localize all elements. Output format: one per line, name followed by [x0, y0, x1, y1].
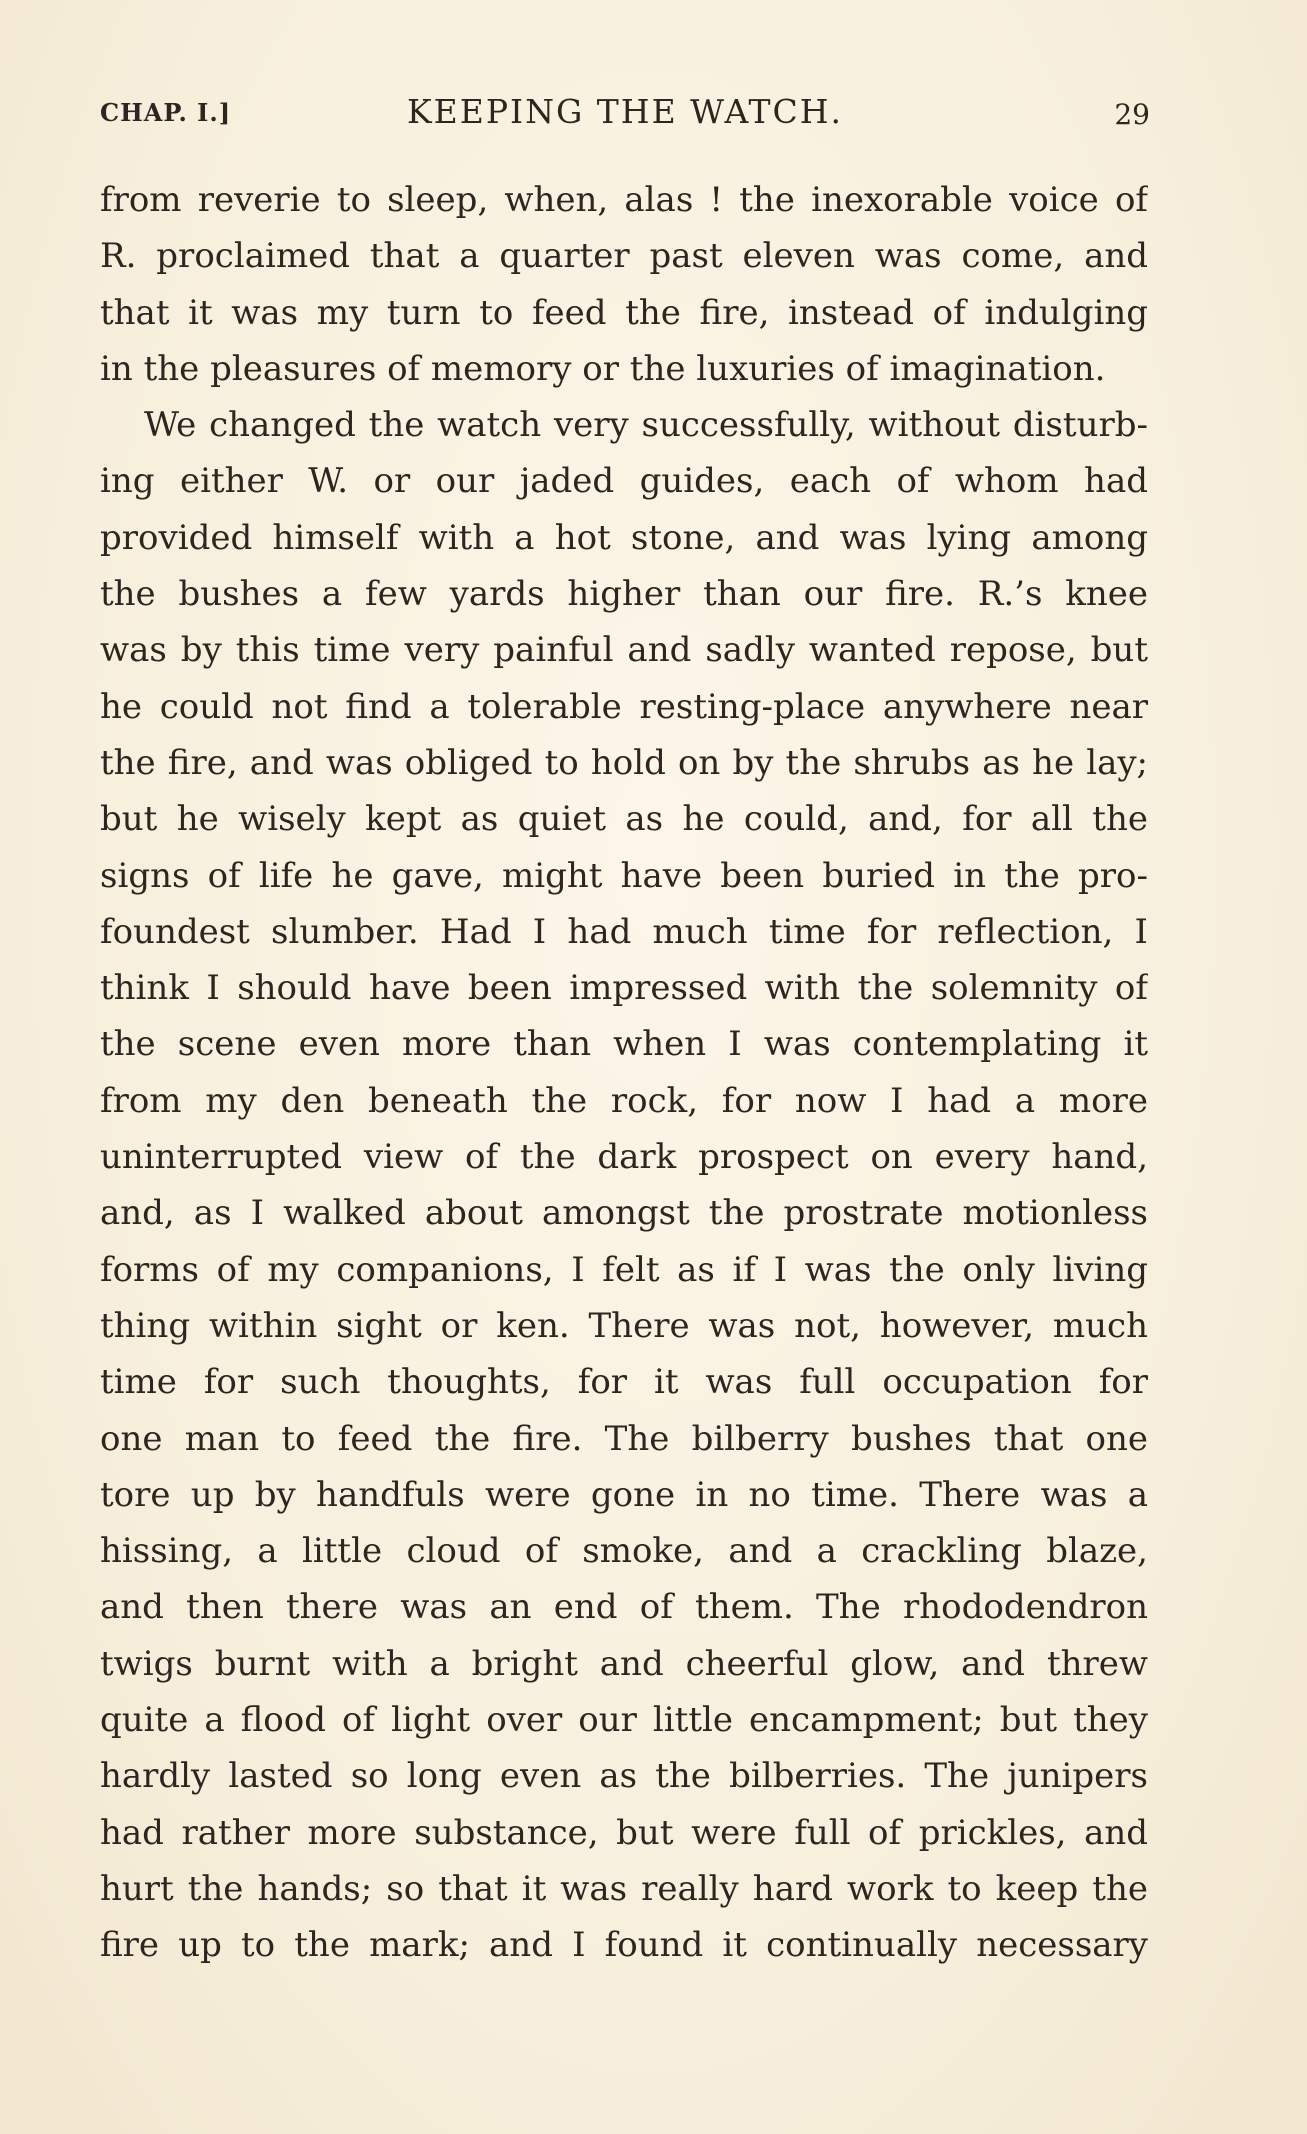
text-line: twigs burnt with a bright and cheerful glow, and threw	[100, 1643, 1148, 1684]
body-text	[100, 172, 1148, 1974]
text-line: and, as I walked about amongst the prostrate motionless	[100, 1193, 1148, 1234]
text-line: from my den beneath the rock, for now I had a more	[100, 1080, 1148, 1121]
text-line: but he wisely kept as quiet as he could, and, for all the	[100, 799, 1148, 840]
text-line: signs of life he gave, might have been buried in the pro-	[100, 855, 1148, 896]
text-line: one man to feed the fire. The bilberry bushes that one	[100, 1418, 1148, 1459]
text-line: was by this time very painful and sadly wanted repose, but	[100, 630, 1148, 671]
text-line: that it was my turn to feed the fire, instead of indulging	[100, 292, 1148, 333]
text-line: he could not find a tolerable resting-place anywhere near	[100, 686, 1148, 727]
text-line: uninterrupted view of the dark prospect on every hand,	[100, 1137, 1148, 1178]
text-line: time for such thoughts, for it was full occupation for	[100, 1362, 1148, 1403]
text-line: tore up by handfuls were gone in no time. There was a	[100, 1474, 1148, 1515]
text-line: had rather more substance, but were full of prickles, and	[100, 1812, 1148, 1853]
page-number: 29	[1114, 98, 1150, 131]
text-line: forms of my companions, I felt as if I was the only living	[100, 1249, 1148, 1290]
text-line: quite a flood of light over our little encampment; but they	[100, 1700, 1148, 1741]
text-line: the fire, and was obliged to hold on by the shrubs as he lay;	[100, 742, 1148, 783]
paragraph-start-line: We changed the watch very successfully, without disturb-	[144, 405, 1148, 446]
text-line: hardly lasted so long even as the bilberries. The junipers	[100, 1756, 1148, 1797]
text-line: the bushes a few yards higher than our fire. R.’s knee	[100, 574, 1148, 615]
text-line: and then there was an end of them. The rhododendron	[100, 1587, 1148, 1628]
running-header	[100, 92, 1150, 132]
text-line: from reverie to sleep, when, alas ! the inexorable voice of	[100, 180, 1148, 220]
text-line: the scene even more than when I was contemplating it	[100, 1024, 1148, 1065]
text-line: fire up to the mark; and I found it continually necessary	[100, 1925, 1148, 1966]
text-line: in the pleasures of memory or the luxuries of imagination.	[100, 348, 1106, 389]
text-line: ing either W. or our jaded guides, each of whom had	[100, 461, 1148, 502]
chapter-label: CHAP. I.]	[100, 98, 232, 127]
running-title: KEEPING THE WATCH.	[407, 92, 843, 131]
text-line: R. proclaimed that a quarter past eleven was come, and	[100, 236, 1148, 277]
text-line: provided himself with a hot stone, and was lying among	[100, 517, 1148, 558]
text-line: think I should have been impressed with the solemnity of	[100, 968, 1148, 1009]
text-line: foundest slumber. Had I had much time for reflection, I	[100, 911, 1148, 952]
text-line: hurt the hands; so that it was really hard work to keep the	[100, 1868, 1148, 1909]
text-line: hissing, a little cloud of smoke, and a crackling blaze,	[100, 1531, 1148, 1572]
text-line: thing within sight or ken. There was not, however, much	[100, 1305, 1148, 1346]
